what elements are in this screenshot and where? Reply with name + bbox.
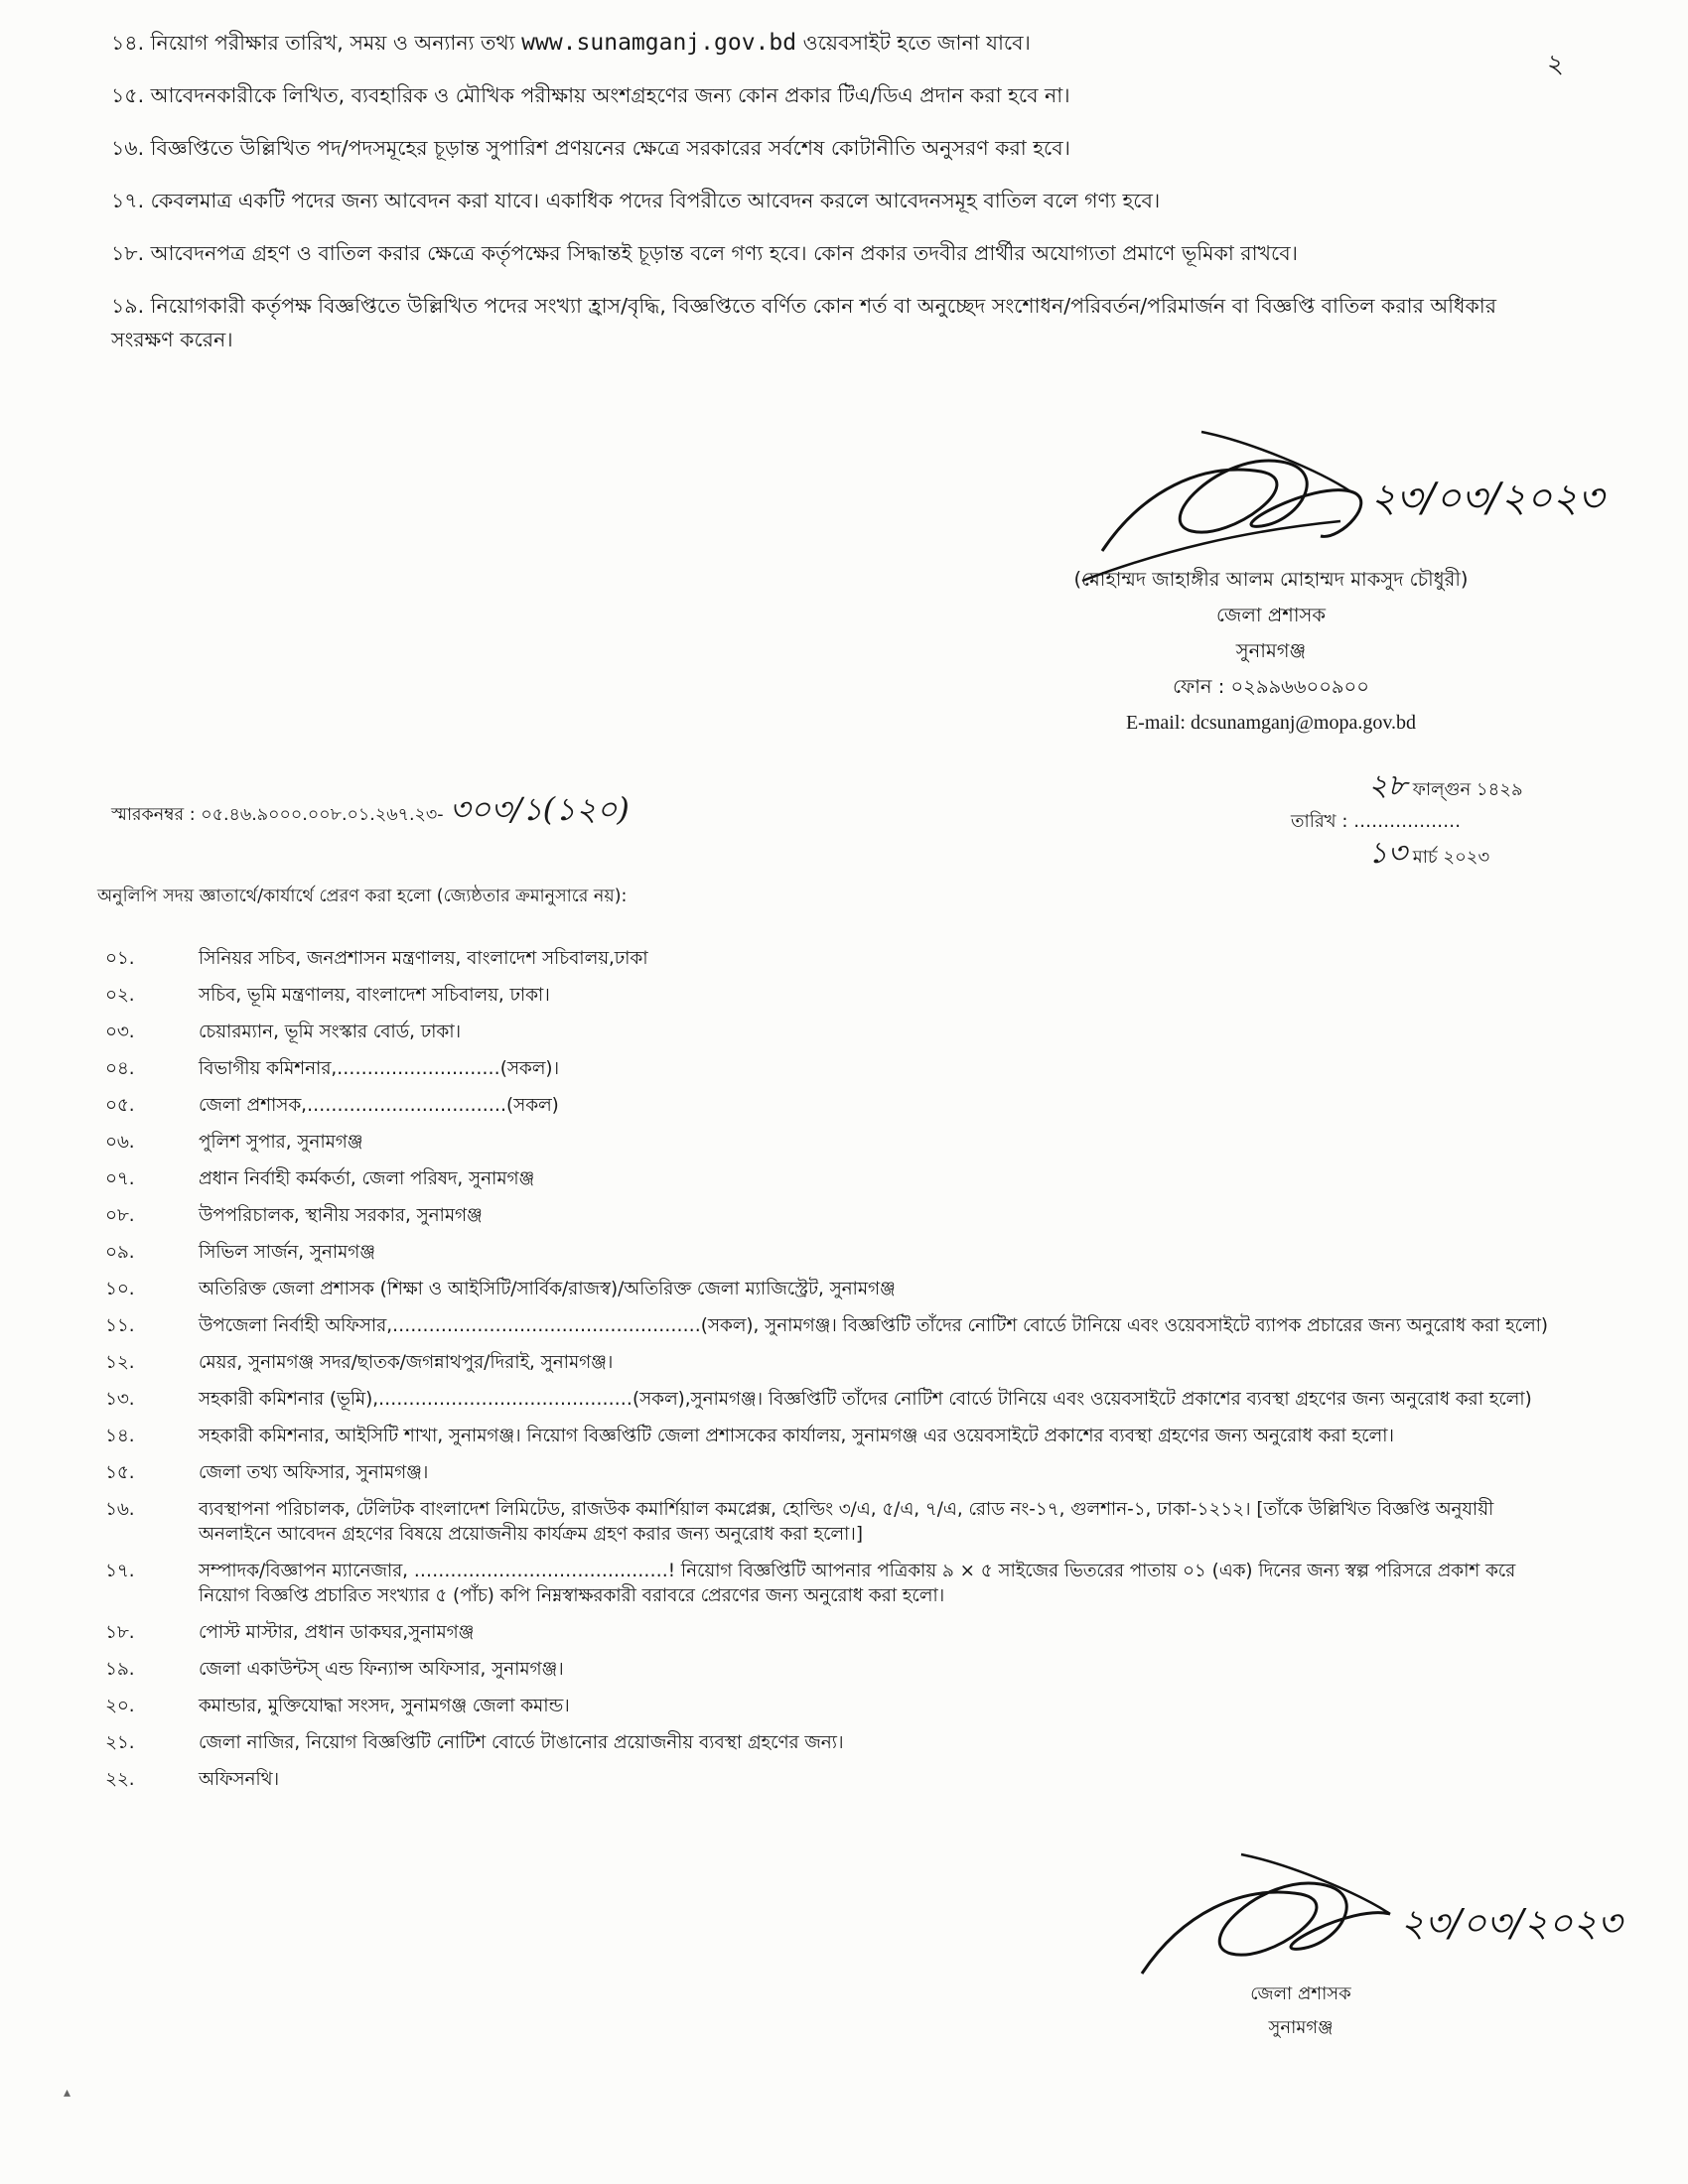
distribution-heading: অনুলিপি সদয় জ্ঞাতার্থে/কার্যার্থে প্রেরণ করা হলো (জ্যেষ্ঠতার ক্রমানুসারে নয়): [97, 887, 628, 906]
memo-handwritten-number: ৩০৩/১(১২০) [449, 790, 630, 828]
signatory-2-designation: জেলা প্রশাসক [1250, 1983, 1351, 2004]
list-item: ০৫. জেলা প্রশাসক,……………………………(সকল) [105, 1095, 559, 1116]
distribution-list [70, 946, 1559, 1804]
handwritten-signature-2 [1132, 1854, 1622, 1993]
list-item: ০৬. পুলিশ সুপার, সুনামগঞ্জ [105, 1132, 363, 1153]
clause-15: ১৫. আবেদনকারীকে লিখিত, ব্যবহারিক ও মৌখিক পরীক্ষায় অংশগ্রহণের জন্য কোন প্রকার টিএ/ডিএ প্রদান করা হবে না। [111, 83, 1070, 107]
clause-16: ১৬. বিজ্ঞপ্তিতে উল্লিখিত পদ/পদসমূহের চূড়ান্ত সুপারিশ প্রণয়নের ক্ষেত্রে সরকারের সর্বশেষ কোটানীতি অনুসরণ করা হবে। [111, 136, 1070, 160]
signatory-block-2 [1172, 1978, 1430, 2045]
list-item: ২২. অফিসনথি। [105, 1769, 280, 1790]
list-item: ২০. কমান্ডার, মুক্তিযোদ্ধা সংসদ, সুনামগঞ্জ জেলা কমান্ড। [105, 1696, 570, 1716]
signature-2-date: ২৩/০৩/২০২৩ [1400, 1901, 1622, 1945]
list-item: ১৭. সম্পাদক/বিজ্ঞাপন ম্যানেজার, ……………………………………! নিয়োগ বিজ্ঞপ্তিটি আপনার পত্রিকায় ৯ × ৫ সাইজের ভিতরের পাতায় ০১ (এক) দিনের জন্য স্বল্প পরিসরে প্রকাশ করে নিয়োগ বিজ্ঞপ্তি প্রচারিত সংখ্যার ৫ (পাঁচ) কপি নিম্নস্বাক্ষরকারী বরাবরে প্রেরণের জন্য অনুরোধ করা হলো। [105, 1561, 1516, 1606]
list-item: ১৪. সহকারী কমিশনার, আইসিটি শাখা, সুনামগঞ্জ। নিয়োগ বিজ্ঞপ্তিটি জেলা প্রশাসকের কার্যালয়, সুনামগঞ্জ এর ওয়েবসাইটে প্রকাশের ব্যবস্থা গ্রহণের জন্য অনুরোধ করা হলো। [105, 1426, 1394, 1446]
clause-18: ১৮. আবেদনপত্র গ্রহণ ও বাতিল করার ক্ষেত্রে কর্তৃপক্ষের সিদ্ধান্তই চূড়ান্ত বলে গণ্য হবে। কোন প্রকার তদবীর প্রার্থীর অযোগ্যতা প্রমাণে ভূমিকা রাখবে। [111, 241, 1298, 265]
bangla-month-year: ফাল্গুন ১৪২৯ [1412, 779, 1523, 800]
list-item: ০৮. উপপরিচালক, স্থানীয় সরকার, সুনামগঞ্জ [105, 1205, 483, 1226]
memo-label: স্মারকনম্বর : ০৫.৪৬.৯০০০.০০৮.০১.২৬৭.২৩- [111, 805, 444, 825]
english-month-year: মার্চ ২০২৩ [1412, 847, 1490, 868]
list-item: ০২. সচিব, ভূমি মন্ত্রণালয়, বাংলাদেশ সচিবালয়, ঢাকা। [105, 985, 550, 1006]
signatory-office: সুনামগঞ্জ [1235, 639, 1307, 662]
scan-mark: ▴ [64, 2085, 71, 2101]
signatory-email: E-mail: dcsunamganj@mopa.gov.bd [1125, 712, 1417, 734]
signatory-2-office: সুনামগঞ্জ [1268, 2017, 1334, 2038]
list-item: ০৯. সিভিল সার্জন, সুনামগঞ্জ [105, 1242, 375, 1263]
list-item: ১৯. জেলা একাউন্টস্ এন্ড ফিন্যান্স অফিসার, সুনামগঞ্জ। [105, 1659, 564, 1680]
signatory-designation: জেলা প্রশাসক [1215, 604, 1326, 626]
english-day: ১৩ [1368, 836, 1407, 871]
list-item: ১৫. জেলা তথ্য অফিসার, সুনামগঞ্জ। [105, 1462, 429, 1483]
list-item: ১৩. সহকারী কমিশনার (ভূমি),……………………………………(সকল),সুনামগঞ্জ। বিজ্ঞপ্তিটি তাঁদের নোটিশ বোর্ডে টানিয়ে এবং ওয়েবসাইটে প্রকাশের ব্যবস্থা গ্রহণের জন্য অনুরোধ করা হলো) [105, 1389, 1532, 1410]
list-item: ০১. সিনিয়র সচিব, জনপ্রশাসন মন্ত্রণালয়, বাংলাদেশ সচিবালয়,ঢাকা [105, 948, 648, 969]
list-item: ০৩. চেয়ারম্যান, ভূমি সংস্কার বোর্ড, ঢাকা। [105, 1022, 462, 1042]
signatory-phone: ফোন : ০২৯৯৬৬০০৯০০ [1173, 675, 1369, 698]
signature-1-date: ২৩/০৩/২০২৩ [1370, 476, 1605, 521]
list-item: ১২. মেয়র, সুনামগঞ্জ সদর/ছাতক/জগন্নাথপুর/দিরাই, সুনামগঞ্জ। [105, 1352, 614, 1373]
signatory-block [1053, 562, 1489, 741]
clause-list [111, 26, 1531, 375]
clause-14: ১৪. নিয়োগ পরীক্ষার তারিখ, সময় ও অন্যান্য তথ্য www.sunamganj.gov.bd ওয়েবসাইট হতে জানা যাবে। [111, 30, 1031, 56]
signatory-name: (মোহাম্মদ জাহাঙ্গীর আলম মোহাম্মদ মাকসুদ চৌধুরী) [1073, 568, 1469, 591]
list-item: ১০. অতিরিক্ত জেলা প্রশাসক (শিক্ষা ও আইসিটি/সার্বিক/রাজস্ব)/অতিরিক্ত জেলা ম্যাজিস্ট্রেট, সুনামগঞ্জ [105, 1279, 896, 1299]
clause-17: ১৭. কেবলমাত্র একটি পদের জন্য আবেদন করা যাবে। একাধিক পদের বিপরীতে আবেদন করলে আবেদনসমূহ বাতিল বলে গণ্য হবে। [111, 189, 1161, 212]
page-number: ২ [1547, 50, 1564, 79]
list-item: ১১. উপজেলা নির্বাহী অফিসার,……………………………………………(সকল), সুনামগঞ্জ। বিজ্ঞপ্তিটি তাঁদের নোটিশ বোর্ডে টানিয়ে এবং ওয়েবসাইটে ব্যাপক প্রচারের জন্য অনুরোধ করা হলো) [105, 1315, 1549, 1336]
date-label: তারিখ : ……………… [1291, 811, 1462, 832]
bangla-day: ২৮ [1368, 768, 1407, 803]
list-item: ১৬. ব্যবস্থাপনা পরিচালক, টেলিটক বাংলাদেশ লিমিটেড, রাজউক কমার্শিয়াল কমপ্লেক্স, হোল্ডিং ৩/এ, ৫/এ, ৭/এ, রোড নং-১৭, গুলশান-১, ঢাকা-১২১২। [তাঁকে উল্লিখিত বিজ্ঞপ্তি অনুযায়ী অনলাইনে আবেদন গ্রহণের বিষয়ে প্রয়োজনীয় কার্যক্রম গ্রহণ করার জন্য অনুরোধ করা হলো।] [105, 1499, 1494, 1545]
website-url: www.sunamganj.gov.bd [521, 30, 797, 56]
list-item: ২১. জেলা নাজির, নিয়োগ বিজ্ঞপ্তিটি নোটিশ বোর্ডে টাঙানোর প্রয়োজনীয় ব্যবস্থা গ্রহণের জন্য। [105, 1732, 844, 1753]
list-item: ০৪. বিভাগীয় কমিশনার,………………………(সকল)। [105, 1058, 560, 1079]
date-block [1291, 770, 1589, 874]
list-item: ১৮. পোস্ট মাস্টার, প্রধান ডাকঘর,সুনামগঞ্জ [105, 1622, 475, 1643]
list-item: ০৭. প্রধান নির্বাহী কর্মকর্তা, জেলা পরিষদ, সুনামগঞ্জ [105, 1168, 535, 1189]
clause-19: ১৯. নিয়োগকারী কর্তৃপক্ষ বিজ্ঞপ্তিতে উল্লিখিত পদের সংখ্যা হ্রাস/বৃদ্ধি, বিজ্ঞপ্তিতে বর্ণিত কোন শর্ত বা অনুচ্ছেদ সংশোধন/পরিবর্তন/পরিমার্জন বা বিজ্ঞপ্তি বাতিল করার অধিকার সংরক্ষণ করেন। [111, 294, 1497, 351]
memo-reference [111, 784, 630, 838]
